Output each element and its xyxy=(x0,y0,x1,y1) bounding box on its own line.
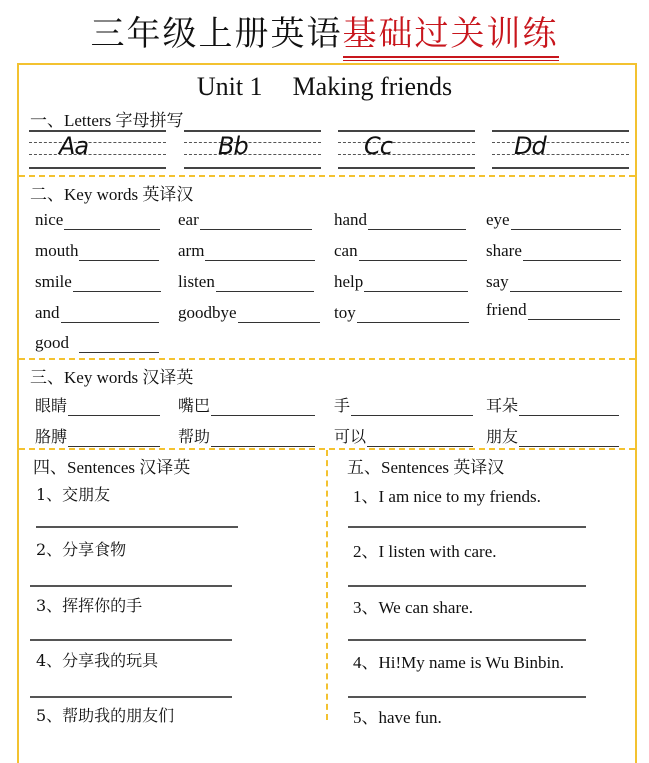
word-label: 朋友 xyxy=(486,427,519,446)
answer-blank[interactable] xyxy=(68,399,160,416)
sentence-prompt: 4、分享我的玩具 xyxy=(36,651,159,670)
word-label: good xyxy=(35,333,69,352)
answer-blank[interactable] xyxy=(511,213,621,230)
word-item[interactable] xyxy=(334,210,466,230)
word-label: 耳朵 xyxy=(486,396,519,415)
word-label: hand xyxy=(334,210,368,229)
unit-name: Making friends xyxy=(292,72,453,101)
word-label: help xyxy=(334,272,364,291)
word-label: friend xyxy=(486,300,527,319)
word-label: 胳膊 xyxy=(35,427,68,446)
answer-blank[interactable] xyxy=(211,399,315,416)
word-item[interactable] xyxy=(178,210,312,230)
bottom-line xyxy=(184,167,321,169)
word-item[interactable] xyxy=(35,393,160,416)
section-divider xyxy=(19,358,635,360)
base-dash-line xyxy=(492,154,629,155)
bottom-line xyxy=(338,167,475,169)
word-label: eye xyxy=(486,210,510,229)
sentence-prompt: 2、分享食物 xyxy=(36,540,127,559)
answer-line[interactable] xyxy=(348,526,586,528)
letter-writing-box[interactable] xyxy=(184,128,321,170)
word-label: 眼睛 xyxy=(35,396,68,415)
answer-blank[interactable] xyxy=(357,306,469,323)
answer-line[interactable] xyxy=(348,696,586,698)
unit-label: Unit 1 xyxy=(196,72,263,101)
sentence-prompt: 2、I listen with care. xyxy=(353,542,497,561)
answer-line[interactable] xyxy=(36,526,238,528)
mid-dash-line xyxy=(29,142,166,143)
title-grade: 三年级上册英语 xyxy=(90,14,343,54)
top-line xyxy=(338,130,475,132)
word-item[interactable] xyxy=(35,333,159,353)
letter-writing-box[interactable] xyxy=(492,128,629,170)
word-label: and xyxy=(35,303,60,322)
word-item[interactable] xyxy=(178,424,315,447)
answer-blank[interactable] xyxy=(200,213,312,230)
sentence-prompt: 4、Hi!My name is Wu Binbin. xyxy=(353,653,565,672)
answer-blank[interactable] xyxy=(79,336,159,353)
answer-blank[interactable] xyxy=(205,244,315,261)
answer-blank[interactable] xyxy=(528,303,620,320)
mid-dash-line xyxy=(492,142,629,143)
word-item[interactable] xyxy=(334,272,468,292)
word-item[interactable] xyxy=(486,300,620,320)
word-item[interactable] xyxy=(178,272,314,292)
page-title xyxy=(0,6,649,55)
answer-blank[interactable] xyxy=(79,244,159,261)
section-key-words-en-cn-heading: 二、Key words 英译汉 xyxy=(30,185,194,204)
word-label: toy xyxy=(334,303,356,322)
answer-blank[interactable] xyxy=(519,399,619,416)
sentence-prompt: 5、帮助我的朋友们 xyxy=(36,706,175,725)
sentence-prompt: 3、We can share. xyxy=(353,598,473,617)
base-dash-line xyxy=(338,154,475,155)
answer-blank[interactable] xyxy=(367,430,473,447)
unit-title xyxy=(0,72,649,102)
bottom-line xyxy=(29,167,166,169)
base-dash-line xyxy=(184,154,321,155)
word-item[interactable] xyxy=(35,210,160,230)
mid-dash-line xyxy=(184,142,321,143)
letter-glyph: Cc xyxy=(364,132,392,160)
word-item[interactable] xyxy=(486,210,621,230)
base-dash-line xyxy=(29,154,166,155)
letter-writing-box[interactable] xyxy=(29,128,166,170)
answer-blank[interactable] xyxy=(368,213,466,230)
word-item[interactable] xyxy=(178,303,320,323)
answer-line[interactable] xyxy=(348,639,586,641)
word-label: say xyxy=(486,272,509,291)
section-sentences-en-cn-heading: 五、Sentences 英译汉 xyxy=(347,458,505,477)
answer-blank[interactable] xyxy=(68,430,160,447)
word-item[interactable] xyxy=(178,393,315,416)
word-item[interactable] xyxy=(486,241,621,261)
sentence-prompt: 1、交朋友 xyxy=(36,485,111,504)
letter-glyph: Dd xyxy=(514,132,546,160)
section-letters-heading: 一、Letters 字母拼写 xyxy=(30,111,184,130)
word-label: 手 xyxy=(334,396,351,415)
answer-blank[interactable] xyxy=(510,275,622,292)
answer-line[interactable] xyxy=(30,639,232,641)
word-item[interactable] xyxy=(35,241,159,261)
top-line xyxy=(492,130,629,132)
word-label: share xyxy=(486,241,522,260)
word-item[interactable] xyxy=(486,393,619,416)
word-item[interactable] xyxy=(486,272,622,292)
letter-glyph: Aa xyxy=(59,132,89,160)
section-key-words-cn-en-heading: 三、Key words 汉译英 xyxy=(30,368,194,387)
sentence-prompt: 1、I am nice to my friends. xyxy=(353,487,541,506)
answer-blank[interactable] xyxy=(359,244,467,261)
section-divider xyxy=(19,175,635,177)
column-divider xyxy=(326,450,328,720)
answer-line[interactable] xyxy=(30,696,232,698)
word-label: arm xyxy=(178,241,205,260)
word-item[interactable] xyxy=(486,424,619,447)
word-item[interactable] xyxy=(334,303,469,323)
word-label: 嘴巴 xyxy=(178,396,211,415)
word-item[interactable] xyxy=(334,424,473,447)
word-item[interactable] xyxy=(334,241,467,261)
answer-line[interactable] xyxy=(348,585,586,587)
word-item[interactable] xyxy=(35,303,159,323)
top-line xyxy=(184,130,321,132)
answer-blank[interactable] xyxy=(64,213,160,230)
top-line xyxy=(29,130,166,132)
word-label: 可以 xyxy=(334,427,367,446)
word-label: ear xyxy=(178,210,199,229)
word-item[interactable] xyxy=(334,393,473,416)
mid-dash-line xyxy=(338,142,475,143)
letter-glyph: Bb xyxy=(218,132,248,160)
word-label: goodbye xyxy=(178,303,237,322)
sentence-prompt: 5、have fun. xyxy=(353,708,442,727)
word-item[interactable] xyxy=(35,424,160,447)
word-label: 帮助 xyxy=(178,427,211,446)
word-item[interactable] xyxy=(178,241,315,261)
answer-blank[interactable] xyxy=(216,275,314,292)
word-label: can xyxy=(334,241,358,260)
answer-blank[interactable] xyxy=(523,244,621,261)
answer-blank[interactable] xyxy=(61,306,159,323)
word-label: smile xyxy=(35,272,72,291)
word-item[interactable] xyxy=(35,272,161,292)
answer-blank[interactable] xyxy=(238,306,320,323)
word-label: listen xyxy=(178,272,215,291)
bottom-line xyxy=(492,167,629,169)
answer-blank[interactable] xyxy=(211,430,315,447)
letter-writing-box[interactable] xyxy=(338,128,475,170)
answer-blank[interactable] xyxy=(351,399,473,416)
title-training: 基础过关训练 xyxy=(343,6,559,55)
word-label: mouth xyxy=(35,241,79,260)
word-label: nice xyxy=(35,210,64,229)
answer-blank[interactable] xyxy=(73,275,161,292)
section-sentences-cn-en-heading: 四、Sentences 汉译英 xyxy=(33,458,191,477)
answer-blank[interactable] xyxy=(364,275,468,292)
sentence-prompt: 3、挥挥你的手 xyxy=(36,596,143,615)
answer-blank[interactable] xyxy=(519,430,619,447)
answer-line[interactable] xyxy=(30,585,232,587)
